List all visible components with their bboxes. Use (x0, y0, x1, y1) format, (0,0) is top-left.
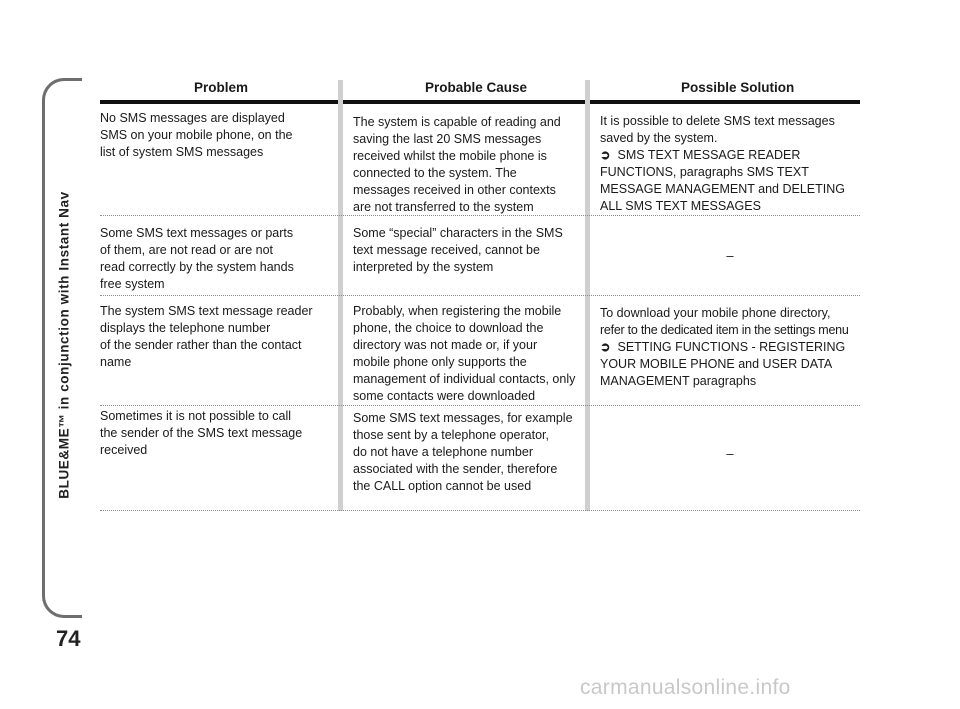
cross-reference: SETTING FUNCTIONS - REGISTERING (617, 340, 846, 354)
header-rule (100, 100, 860, 104)
row-1-problem: No SMS messages are displayed SMS on your mobile phone, on the list of system SMS messages (100, 111, 293, 159)
row-1-cause: The system is capable of reading and saving the last 20 SMS messages received whilst the mobile phone is connected to the system. The messages received in other contexts are not transferred to the system (353, 115, 561, 214)
row-3-solution: To download your mobile phone directory, refer to the dedicated item in the settings menu ➲ SETTING FUNCTIONS - REGISTERING YOUR MOBILE PHONE and USER DATA MANAGEMENT paragraphs (600, 306, 849, 388)
table-header (100, 80, 860, 98)
arrow-right-icon: ➲ (600, 340, 611, 354)
row-2-problem: Some SMS text messages or parts of them, are not read or are not read correctly by the system hands free system (100, 226, 294, 291)
row-1-solution: It is possible to delete SMS text messages saved by the system. ➲ SMS TEXT MESSAGE READER FUNCTIONS, paragraphs SMS TEXT MESSAGE MANAGEMENT and DELETING ALL SMS TEXT MESSAGES (600, 114, 845, 213)
row-4-cause: Some SMS text messages, for example those sent by a telephone operator, do not have a telephone number associated with the sender, therefore the CALL option cannot be used (353, 411, 573, 493)
row-2-solution: – (726, 248, 734, 263)
row-4-problem: Sometimes it is not possible to call the sender of the SMS text message received (100, 409, 303, 457)
row-divider (100, 405, 860, 406)
arrow-right-icon: ➲ (600, 148, 611, 162)
row-3-cause: Probably, when registering the mobile phone, the choice to download the directory was not made or, if your mobile phone only supports the management of individual contacts, only some contacts were downloaded (353, 304, 576, 403)
page-number: 74 (56, 626, 81, 651)
header-possible-solution: Possible Solution (681, 80, 795, 95)
row-4-solution: – (726, 446, 734, 461)
row-3-problem: The system SMS text message reader displays the telephone number of the sender rather than the contact name (100, 304, 313, 369)
sidebar-title: BLUE&ME™ in conjunction with Instant Nav (56, 191, 72, 499)
header-probable-cause: Probable Cause (425, 80, 528, 95)
row-2-cause: Some “special” characters in the SMS text message received, cannot be interpreted by the system (353, 226, 563, 274)
row-divider (100, 510, 860, 511)
cross-reference: SMS TEXT MESSAGE READER (617, 148, 801, 162)
row-divider (100, 295, 860, 296)
watermark: carmanualsonline.info (580, 676, 791, 699)
header-problem: Problem (194, 80, 249, 95)
row-divider (100, 215, 860, 216)
